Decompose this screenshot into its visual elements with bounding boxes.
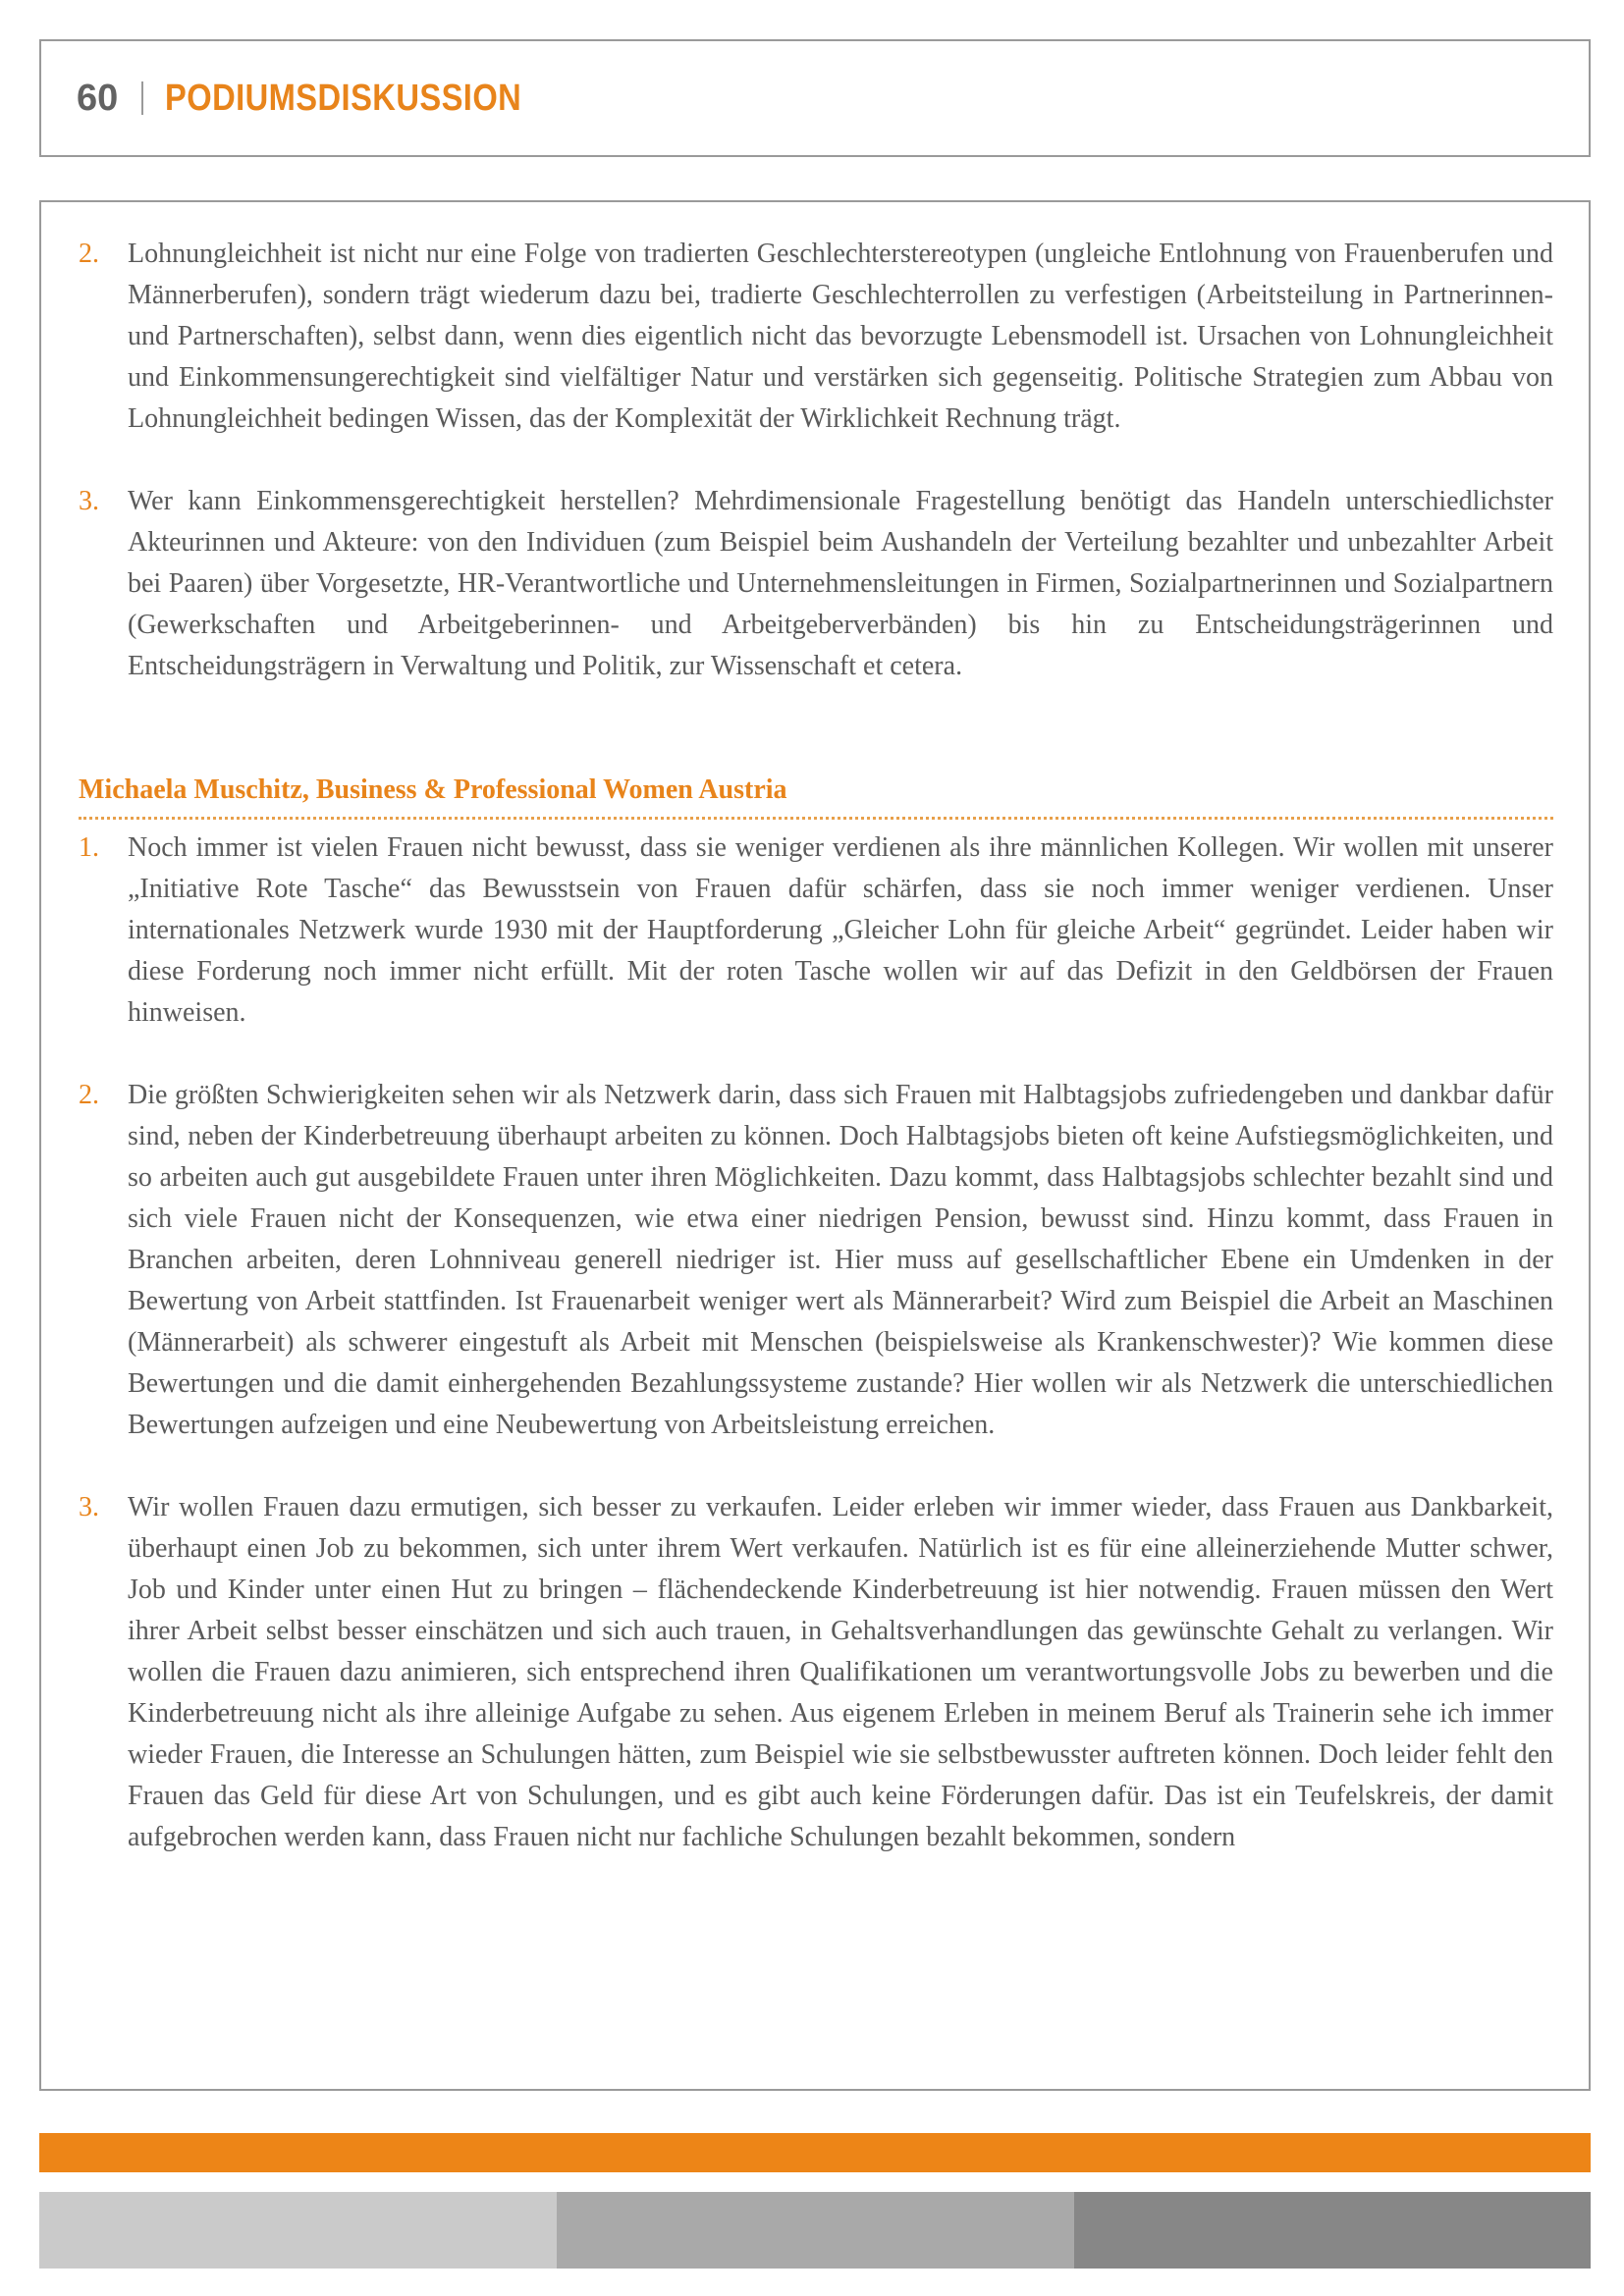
- item-text: Lohnungleichheit ist nicht nur eine Folge von tradierten Geschlechterstereotypen (ungleiche Entlohnung von Frauenberufen und Männerberufen), sondern trägt wiederum dazu bei, tradierte Geschlechterrollen zu verfestigen (Arbeitsteilung in Partnerinnen- und Partnerschaften), selbst dann, wenn dies eigentlich nicht das bevorzugte Lebensmodell ist. Ursachen von Lohnungleichheit und Einkommensungerechtigkeit sind vielfältiger Natur und verstärken sich gegenseitig. Politische Strategien zum Abbau von Lohnungleichheit bedingen Wissen, das der Komplexität der Wirklichkeit Rechnung trägt.: [128, 239, 1553, 434]
- item-text: Noch immer ist vielen Frauen nicht bewusst, dass sie weniger verdienen als ihre männlichen Kollegen. Wir wollen mit unserer „Initiative Rote Tasche“ das Bewusstsein von Frauen dafür schärfen, dass sie noch immer weniger verdienen. Unser internationales Netzwerk wurde 1930 mit der Hauptforderung „Gleicher Lohn für gleiche Arbeit“ gegründet. Leider haben wir diese Forderung noch immer nicht erfüllt. Mit der roten Tasche wollen wir auf das Defizit in den Geldbörsen der Frauen hinweisen.: [128, 832, 1553, 1028]
- list-item: [79, 481, 1553, 687]
- footer-grey-bar-light: [39, 2192, 557, 2269]
- content-box: [39, 200, 1591, 2091]
- header-divider: [141, 81, 143, 115]
- footer-orange-bar: [39, 2133, 1591, 2172]
- item-text: Wir wollen Frauen dazu ermutigen, sich besser zu verkaufen. Leider erleben wir immer wieder, dass Frauen aus Dankbarkeit, überhaupt einen Job zu bekommen, sich unter ihrem Wert verkaufen. Natürlich ist es für eine alleinerziehende Mutter schwer, Job und Kinder unter einen Hut zu bringen – flächendeckende Kinderbetreuung ist hier notwendig. Frauen müssen den Wert ihrer Arbeit selbst besser einschätzen und sich auch trauen, in Gehaltsverhandlungen das gewünschte Gehalt zu verlangen. Wir wollen die Frauen dazu animieren, sich entsprechend ihren Qualifikationen um verantwortungsvolle Jobs zu bewerben und die Kinderbetreuung nicht als ihre alleinige Aufgabe zu sehen. Aus eigenem Erleben in meinem Beruf als Trainerin sehe ich immer wieder Frauen, die Interesse an Schulungen hätten, zum Beispiel wie sie selbstbewusster auftreten können. Doch leider fehlt den Frauen das Geld für diese Art von Schulungen, und es gibt auch keine Förderungen dafür. Das ist ein Teufelskreis, der damit aufgebrochen werden kann, dass Frauen nicht nur fachliche Schulungen bezahlt bekommen, sondern: [128, 1492, 1553, 1852]
- footer-grey-bar-medium: [557, 2192, 1074, 2269]
- page-header: [39, 39, 1591, 157]
- item-number: 2.: [79, 1080, 99, 1110]
- item-number: 3.: [79, 1492, 99, 1522]
- list-item: [79, 1487, 1553, 1858]
- dotted-divider: [79, 817, 1553, 820]
- section-title: PODIUMSDISKUSSION: [165, 77, 522, 119]
- page-number: 60: [77, 77, 119, 119]
- item-text: Die größten Schwierigkeiten sehen wir als Netzwerk darin, dass sich Frauen mit Halbtagsjobs zufriedengeben und dankbar dafür sind, neben der Kinderbetreuung überhaupt arbeiten zu können. Doch Halbtagsjobs bieten oft keine Aufstiegsmöglichkeiten, und so arbeiten auch gut ausgebildete Frauen unter ihren Möglichkeiten. Dazu kommt, dass Halbtagsjobs schlechter bezahlt sind und sich viele Frauen nicht der Konsequenzen, wie etwa einer niedrigen Pension, bewusst sind. Hinzu kommt, dass Frauen in Branchen arbeiten, deren Lohnniveau generell niedriger ist. Hier muss auf gesellschaftlicher Ebene ein Umdenken in der Bewertung von Arbeit stattfinden. Ist Frauenarbeit weniger wert als Männerarbeit? Wird zum Beispiel die Arbeit an Maschinen (Männerarbeit) als schwerer eingestuft als Arbeit mit Menschen (beispielsweise als Krankenschwester)? Wie kommen diese Bewertungen und die damit einhergehenden Bezahlungssysteme zustande? Hier wollen wir als Netzwerk die unterschiedlichen Bewertungen aufzeigen und eine Neubewertung von Arbeitsleistung erreichen.: [128, 1080, 1553, 1440]
- item-number: 1.: [79, 832, 99, 863]
- item-number: 3.: [79, 486, 99, 516]
- item-number: 2.: [79, 239, 99, 269]
- list-item: [79, 828, 1553, 1034]
- footer-grey-bar-dark: [1074, 2192, 1591, 2269]
- list-item: [79, 234, 1553, 440]
- item-text: Wer kann Einkommensgerechtigkeit herstellen? Mehrdimensionale Fragestellung benötigt das Handeln unterschiedlichster Akteurinnen und Akteure: von den Individuen (zum Beispiel beim Aushandeln der Verteilung bezahlter und unbezahlter Arbeit bei Paaren) über Vorgesetzte, HR-Verantwortliche und Unternehmensleitungen in Firmen, Sozialpartnerinnen und Sozialpartnern (Gewerkschaften und Arbeitgeberinnen- und Arbeitgeberverbänden) bis hin zu Entscheidungsträgerinnen und Entscheidungsträgern in Verwaltung und Politik, zur Wissenschaft et cetera.: [128, 486, 1553, 681]
- list-item: [79, 1075, 1553, 1446]
- speaker-heading: Michaela Muschitz, Business & Professional Women Austria: [79, 774, 787, 805]
